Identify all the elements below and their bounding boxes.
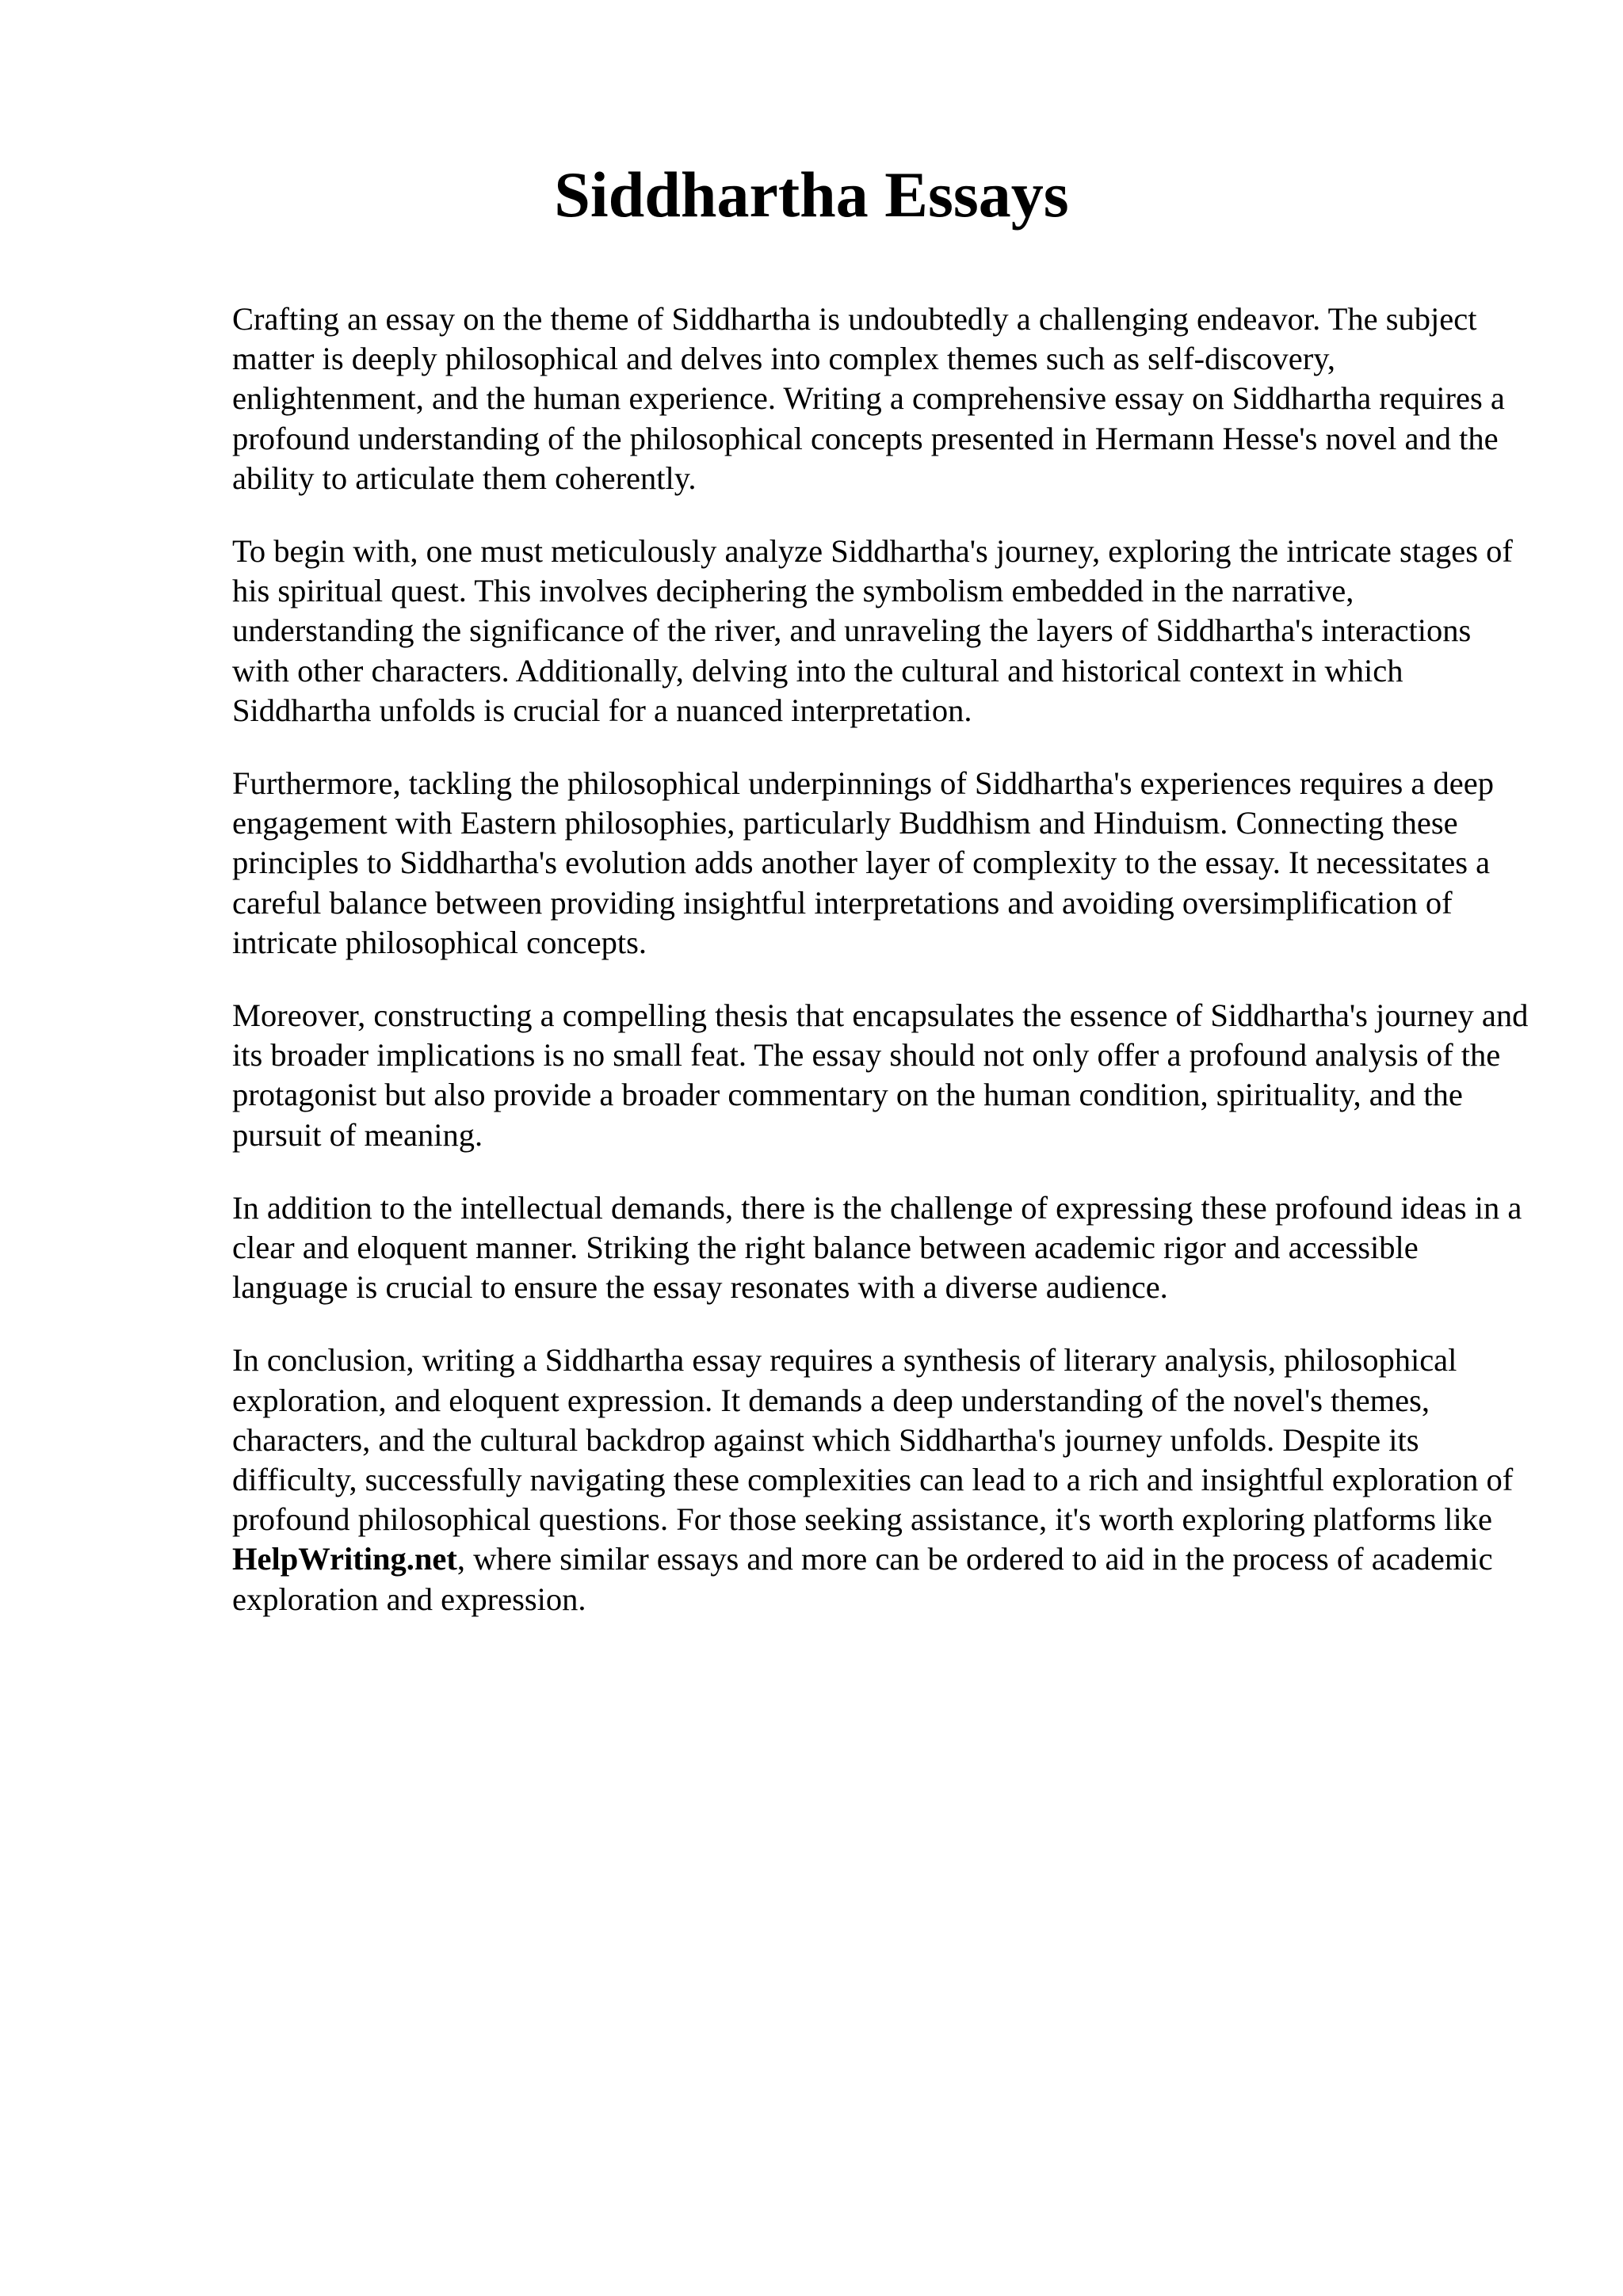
conclusion-text-before-link: In conclusion, writing a Siddhartha essay requires a synthesis of literary analysis, philosophical exploration, and eloquent expression. It demands a deep understanding of the novel's themes, characters, and the cultural backdrop against which Siddhartha's journey unfolds. Despite its difficulty, successfully navigating these complexities can lead to a rich and insightful exploration of profound philosophical questions. For those seeking assistance, it's worth exploring platforms like — [232, 1342, 1514, 1538]
paragraph-3: Furthermore, tackling the philosophical underpinnings of Siddhartha's experiences requires a deep engagement with Eastern philosophies, particularly Buddhism and Hinduism. Connecting these principles to Siddhartha's evolution adds another layer of complexity to the essay. It necessitates a careful balance between providing insightful interpretations and avoiding oversimplification of intricate philosophical concepts. — [232, 765, 1494, 960]
conclusion-paragraph — [232, 1341, 1532, 1619]
paragraph-2: To begin with, one must meticulously analyze Siddhartha's journey, exploring the intricate stages of his spiritual quest. This involves deciphering the symbolism embedded in the narrative, understanding the significance of the river, and unraveling the layers of Siddhartha's interactions with other characters. Additionally, delving into the cultural and historical context in which Siddhartha unfolds is crucial for a nuanced interpretation. — [232, 533, 1513, 728]
conclusion-text-after-link: , where similar essays and more can be ordered to aid in the process of academic exploration and expression. — [232, 1541, 1493, 1617]
page-title: Siddhartha Essays — [554, 158, 1069, 231]
paragraph-5: In addition to the intellectual demands, there is the challenge of expressing these profound ideas in a clear and eloquent manner. Striking the right balance between academic rigor and accessible language is crucial to ensure the essay resonates with a diverse audience. — [232, 1189, 1522, 1306]
helpwriting-link[interactable]: HelpWriting.net — [232, 1541, 457, 1577]
essay-body — [232, 299, 1532, 1653]
paragraph-1: Crafting an essay on the theme of Siddhartha is undoubtedly a challenging endeavor. The subject matter is deeply philosophical and delves into complex themes such as self-discovery, enlightenment, and the human experience. Writing a comprehensive essay on Siddhartha requires a profound understanding of the philosophical concepts presented in Hermann Hesse's novel and the ability to articulate them coherently. — [232, 301, 1505, 496]
paragraph-4: Moreover, constructing a compelling thesis that encapsulates the essence of Siddhartha's journey and its broader implications is no small feat. The essay should not only offer a profound analysis of the protagonist but also provide a broader commentary on the human condition, spirituality, and the pursuit of meaning. — [232, 997, 1529, 1153]
